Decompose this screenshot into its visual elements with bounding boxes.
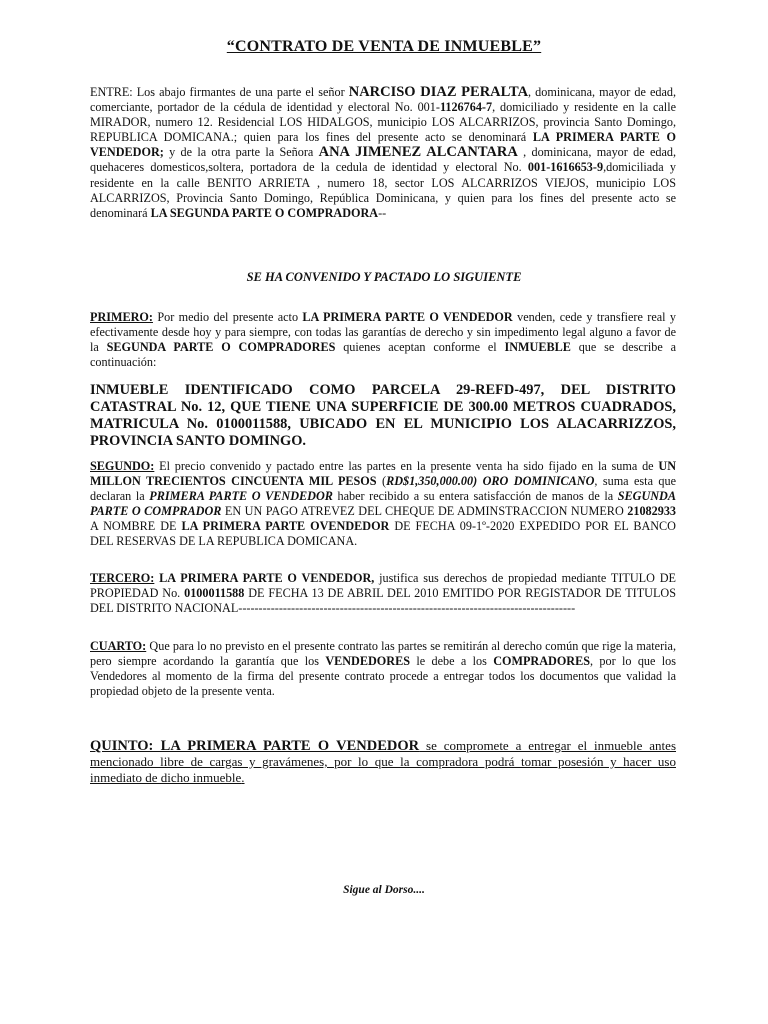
cuarto-clause	[90, 639, 676, 699]
segundo-bold-1: UN MILLON TRECIENTOS CINCUENTA MIL PESOS	[90, 459, 676, 489]
entre-text-5: , dominicana, mayor de edad, quehaceres domesticos,soltera, portadora de la cedula de identidad y electoral No.	[90, 145, 676, 175]
tercero-bold-1: LA PRIMERA PARTE O VENDEDOR,	[154, 571, 375, 585]
seller-name: NARCISO DIAZ PERALTA	[348, 84, 529, 100]
quinto-clause	[90, 738, 676, 786]
primero-text-1: Por medio del presente acto	[152, 310, 303, 324]
segundo-bold-italic-4: SEGUNDA PARTE O COMPRADOR	[90, 489, 676, 519]
quinto-heading: QUINTO: LA PRIMERA PARTE O VENDEDOR	[90, 738, 420, 754]
agreement-heading: SE HA CONVENIDO Y PACTADO LO SIGUIENTE	[246, 270, 522, 284]
buyer-role: LA SEGUNDA PARTE O COMPRADORA	[150, 205, 379, 220]
primero-text-4: que se describe a continuación:	[90, 340, 676, 370]
price-amount: RD$1,350,000.00)	[386, 474, 478, 489]
document-title: “CONTRATO DE VENTA DE INMUEBLE”	[226, 38, 542, 55]
cuarto-label: CUARTO:	[90, 639, 147, 653]
entre-text-6: ,domiciliada y residente en la calle BENITO ARRIETA , numero 18, sector LOS ALCARRIZOS VIEJOS, municipio LOS ALCARRIZOS, Provincia Santo Domingo, República Dominicana, y quien para los fines del presente acto se denominará	[90, 160, 676, 220]
primero-bold-2: SEGUNDA PARTE O COMPRADORES	[106, 340, 336, 355]
cuarto-text-1: Que para lo no previsto en el presente contrato las partes se remitirán al derecho común que rige la materia, pero siempre acordando la garantía que los	[90, 639, 676, 669]
entre-text-1: ENTRE: Los abajo firmantes de una parte el señor	[90, 85, 349, 99]
seller-role: LA PRIMERA PARTE O VENDEDOR;	[90, 130, 676, 160]
segundo-bold-5: LA PRIMERA PARTE OVENDEDOR	[181, 519, 390, 534]
cuarto-bold-1: VENDEDORES	[325, 654, 410, 669]
segundo-text-4: haber recibido a su entera satisfacción de manos de la	[332, 489, 618, 504]
primero-bold-1: LA PRIMERA PARTE O VENDEDOR	[302, 310, 513, 324]
tercero-clause	[90, 571, 676, 616]
buyer-name: ANA JIMENEZ ALCANTARA	[318, 144, 518, 161]
primero-bold-3: INMUEBLE	[504, 340, 571, 355]
segundo-bold-italic-2: ORO DOMINICANO	[482, 474, 595, 489]
tercero-label: TERCERO:	[90, 571, 155, 585]
tercero-text-1: justifica sus derechos de propiedad mediante TITULO DE PROPIEDAD No.	[90, 571, 676, 601]
cuarto-text-3: , por lo que los Vendedores al momento de la firma del presente contrato procede a entregar todos los documentos que validad la propiedad objeto de la presente venta.	[90, 654, 677, 699]
cuarto-text-2: le debe a los	[409, 654, 494, 669]
segundo-label: SEGUNDO:	[90, 459, 155, 473]
quinto-text-1: se compromete a entregar el inmueble antes mencionado libre de cargas y gravámenes, por lo que la compradora podrá tomar posesión y hacer uso inmediato de dicho inmueble	[90, 738, 677, 785]
parties-paragraph	[90, 85, 676, 221]
cheque-number: 21082933	[627, 504, 676, 519]
segundo-text-6: A NOMBRE DE	[90, 519, 182, 534]
entre-text-2: , dominicana, mayor de edad, comerciante, portador de la cédula de identidad y electoral No. 001-	[90, 85, 677, 115]
entre-text-4: y de la otra parte la Señora	[163, 145, 319, 160]
seller-id: 1126764-7	[439, 100, 493, 115]
cuarto-bold-2: COMPRADORES	[493, 654, 591, 669]
property-description: INMUEBLE IDENTIFICADO COMO PARCELA 29-REFD-497, DEL DISTRITO CATASTRAL No. 12, QUE TIENE UNA SUPERFICIE DE 300.00 METROS CUADRADOS, MATRICULA No. 0100011588, UBICADO EN EL MUNICIPIO LOS ALACARRIZZOS, PROVINCIA SANTO DOMINGO.	[90, 382, 676, 449]
quinto-text-2: .	[241, 770, 245, 785]
entre-text-3: , domiciliado y residente en la calle MIRADOR, numero 12. Residencial LOS HIDALGOS, municipio LOS ALCARRIZOS, provincia Santo Domingo, REPUBLICA DOMICANA.; quien para los fines del presente acto se denominará	[90, 100, 676, 145]
entre-text-7: --	[378, 205, 387, 220]
segundo-text-5: EN UN PAGO ATREVEZ DEL CHEQUE DE ADMINSTRACCION NUMERO	[221, 504, 628, 519]
segundo-text-3: , suma esta que declaran la	[90, 474, 677, 504]
segundo-clause	[90, 459, 676, 550]
segundo-text-1: El precio convenido y pactado entre las partes en la presente venta ha sido fijado en la suma de	[154, 459, 659, 473]
primero-label: PRIMERO:	[90, 310, 153, 324]
primero-text-2: venden, cede y transfiere real y efectivamente desde hoy y para siempre, con todas las garantías de derecho y sin impedimento legal alguno a favor de la	[90, 310, 677, 355]
segundo-text-2: (	[376, 474, 387, 489]
tercero-text-2: DE FECHA 13 DE ABRIL DEL 2010 EMITIDO POR REGISTADOR DE TITULOS DEL DISTRITO NACIONAL-----------------------------------------------------------------------------------	[90, 586, 676, 616]
primero-text-3: quienes aceptan conforme el	[335, 340, 505, 355]
continue-overleaf-note: Sigue al Dorso....	[343, 884, 425, 896]
buyer-id: 001-1616653-9	[527, 160, 604, 175]
titulo-number: 0100011588	[184, 586, 245, 601]
segundo-bold-italic-3: PRIMERA PARTE O VENDEDOR	[149, 489, 333, 504]
segundo-text-7: DE FECHA 09-1º-2020 EXPEDIDO POR EL BANCO DEL RESERVAS DE LA REPUBLICA DOMICANA.	[90, 519, 676, 549]
primero-clause	[90, 310, 676, 370]
